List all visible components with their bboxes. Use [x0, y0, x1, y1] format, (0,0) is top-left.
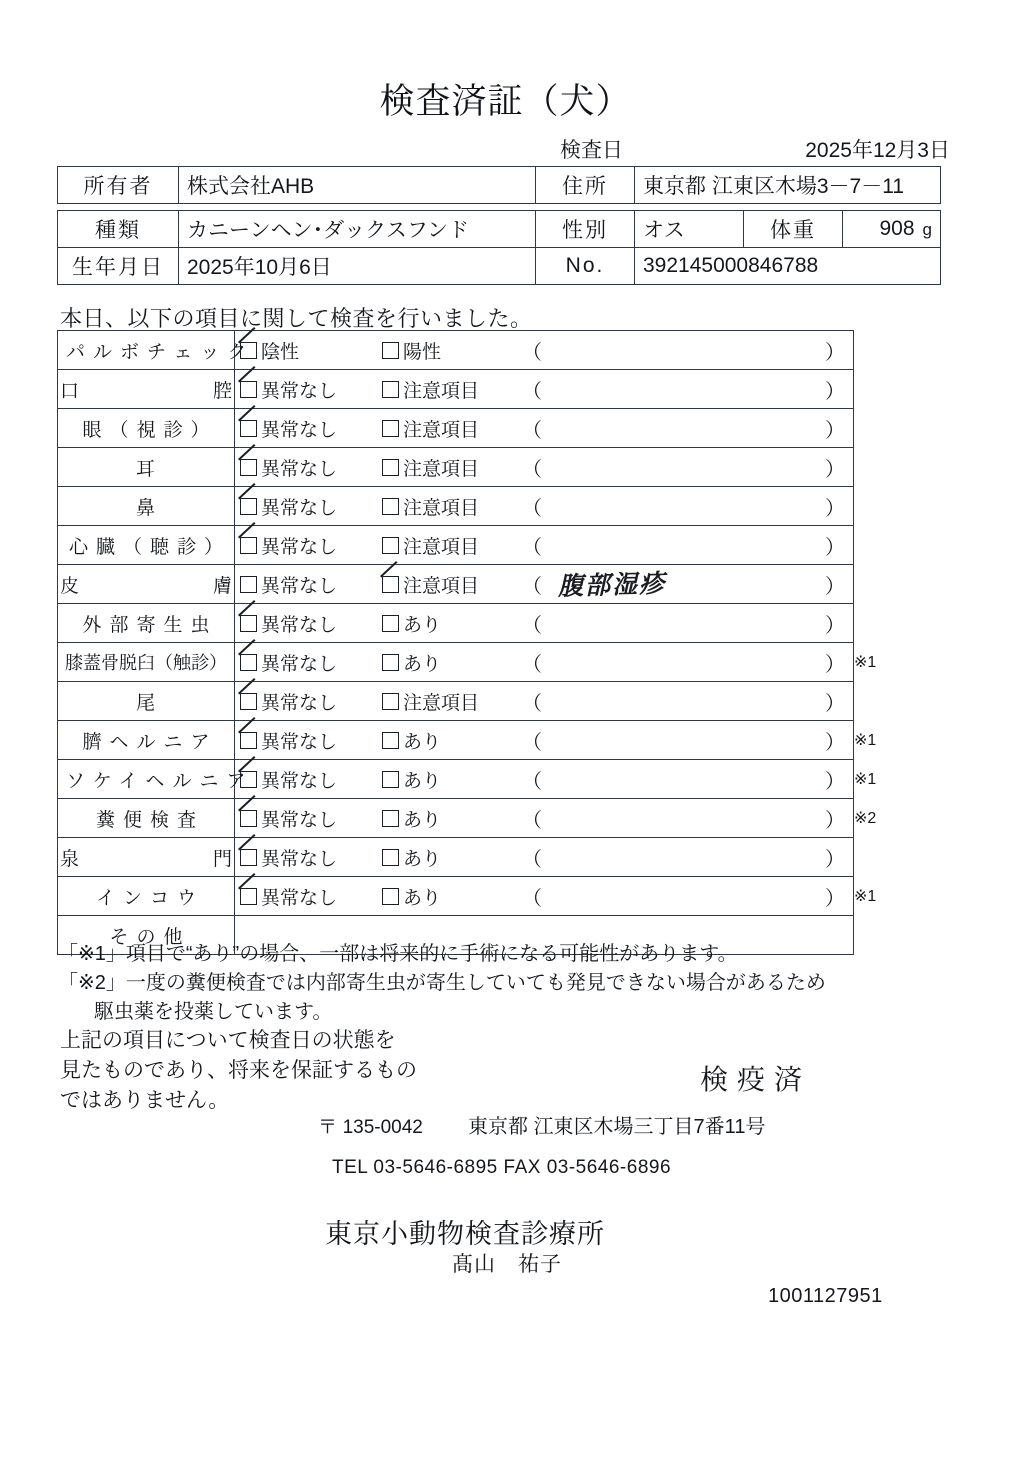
paren-open: （	[522, 692, 542, 715]
table-row	[58, 331, 913, 370]
exam-item-label-text: 眼（視診）	[82, 419, 218, 441]
paren-open: （	[522, 731, 542, 754]
exam-item-note	[854, 526, 913, 565]
checkbox-option-label: 異常なし	[261, 380, 338, 402]
checkbox-option-2[interactable]	[382, 766, 522, 793]
checkbox-empty-icon[interactable]	[382, 537, 399, 554]
checkbox-option-1[interactable]	[235, 337, 382, 364]
exam-item-label	[58, 370, 235, 409]
clinic-tel-fax: TEL 03-5646-6895 FAX 03-5646-6896	[332, 1157, 672, 1178]
comment-field[interactable]	[522, 453, 853, 482]
exam-item-label	[58, 526, 235, 565]
checkbox-option-label: 異常なし	[261, 848, 338, 870]
checkbox-checked-icon[interactable]	[240, 654, 257, 671]
breed-label: 種類	[58, 211, 179, 248]
exam-item-note: ※1	[854, 732, 877, 749]
comment-field[interactable]	[522, 609, 853, 638]
sex-value: オス	[635, 211, 744, 248]
checkbox-option-1[interactable]	[235, 727, 382, 754]
checkbox-option-1[interactable]	[235, 844, 382, 871]
clinic-address: 東京都 江東区木場三丁目7番11号	[468, 1116, 766, 1138]
intro-text: 本日、以下の項目に関して検査を行いました。	[60, 306, 533, 331]
checkbox-empty-icon[interactable]	[382, 693, 399, 710]
table-row	[58, 721, 913, 760]
table-row	[58, 526, 913, 565]
exam-item-note	[854, 682, 913, 721]
checkbox-option-label: 注意項目	[403, 575, 480, 597]
exam-item-note: ※1	[854, 771, 877, 788]
paren-open: （	[522, 380, 542, 403]
checkbox-option-2[interactable]	[382, 844, 522, 871]
exam-item-options	[235, 487, 854, 526]
footnote-1: 「※1」項目で“あり”の場合、一部は将来的に手術になる可能性があります。	[58, 943, 738, 965]
exam-item-note	[854, 487, 913, 526]
table-row	[58, 370, 913, 409]
paren-close: ）	[825, 536, 845, 559]
comment-field[interactable]	[522, 687, 853, 716]
checkbox-option-label: 異常なし	[261, 692, 338, 714]
exam-item-label	[58, 799, 235, 838]
paren-close: ）	[825, 809, 845, 832]
footnotes	[58, 940, 958, 1027]
quarantine-stamp: 検疫済	[700, 1064, 812, 1095]
exam-date-row	[560, 136, 950, 162]
paren-open: （	[522, 341, 542, 364]
checkbox-checked-icon[interactable]	[240, 420, 257, 437]
exam-item-options	[235, 526, 854, 565]
comment-field[interactable]	[522, 648, 853, 677]
exam-item-options	[235, 838, 854, 877]
paren-close: ）	[825, 848, 845, 871]
checkbox-checked-icon[interactable]	[240, 498, 257, 515]
checkbox-option-1[interactable]	[235, 805, 382, 832]
checkbox-option-label: あり	[403, 770, 442, 792]
no-value: 392145000846788	[635, 248, 941, 285]
paren-close: ）	[825, 458, 845, 481]
paren-open: （	[522, 614, 542, 637]
paren-close: ）	[825, 380, 845, 403]
checkbox-option-label: 陽性	[403, 341, 442, 363]
exam-item-label-text: インコウ	[95, 887, 204, 909]
checkbox-option-label: 異常なし	[261, 575, 338, 597]
checkbox-checked-icon[interactable]	[240, 732, 257, 749]
exam-item-label-right: 膚	[212, 575, 232, 597]
checkbox-option-label: 注意項目	[403, 497, 480, 519]
exam-item-label	[58, 448, 235, 487]
paren-open: （	[522, 419, 542, 442]
exam-item-label	[58, 409, 235, 448]
exam-item-label	[58, 838, 235, 877]
exam-item-label-text: 尾	[135, 692, 156, 714]
footnote-2-line1: 「※2」一度の糞便検査では内部寄生虫が寄生していても発見できない場合があるため	[58, 972, 826, 994]
table-row	[58, 799, 913, 838]
checkbox-option-2[interactable]	[382, 415, 522, 442]
checkbox-checked-icon[interactable]	[240, 849, 257, 866]
checkbox-option-2[interactable]	[382, 727, 522, 754]
checkbox-option-label: 異常なし	[261, 887, 338, 909]
no-label: No.	[536, 248, 635, 285]
table-row	[58, 409, 913, 448]
handwritten-comment: 腹部湿疹	[557, 568, 667, 601]
pet-info-table	[57, 210, 941, 285]
table-row	[58, 448, 913, 487]
paren-close: ）	[825, 770, 845, 793]
checkbox-option-2[interactable]	[382, 688, 522, 715]
exam-item-label-left: 口	[60, 380, 80, 402]
checkbox-option-label: 注意項目	[403, 458, 480, 480]
clinic-postal-address	[318, 1110, 765, 1139]
paren-open: （	[522, 848, 542, 871]
clinic-name: 東京小動物検査診療所	[325, 1219, 605, 1249]
paren-close: ）	[825, 341, 845, 364]
exam-item-label	[58, 877, 235, 916]
checkbox-option-label: 異常なし	[261, 770, 338, 792]
checkbox-checked-icon[interactable]	[240, 615, 257, 632]
paren-close: ）	[825, 497, 845, 520]
birth-label: 生年月日	[58, 248, 179, 285]
checkbox-checked-icon[interactable]	[240, 537, 257, 554]
comment-field[interactable]	[522, 336, 853, 365]
table-row	[58, 838, 913, 877]
comment-field[interactable]	[522, 726, 853, 755]
checkbox-option-1[interactable]	[235, 532, 382, 559]
exam-item-options	[235, 565, 854, 604]
comment-field[interactable]	[522, 531, 853, 560]
exam-item-options	[235, 799, 854, 838]
paren-open: （	[522, 458, 542, 481]
exam-date-value: 2025年12月3日	[805, 139, 950, 162]
exam-item-label	[58, 682, 235, 721]
checkbox-empty-icon[interactable]	[382, 498, 399, 515]
checkbox-option-1[interactable]	[235, 376, 382, 403]
exam-item-label	[58, 604, 235, 643]
exam-item-note	[854, 409, 913, 448]
comment-field[interactable]	[522, 492, 853, 521]
checkbox-empty-icon[interactable]	[382, 810, 399, 827]
comment-field[interactable]	[522, 804, 853, 833]
table-row	[58, 760, 913, 799]
checkbox-option-label: 異常なし	[261, 419, 338, 441]
checkbox-option-label: 異常なし	[261, 497, 338, 519]
comment-field[interactable]	[522, 882, 853, 911]
exam-item-label-left: 泉	[60, 848, 80, 870]
checkbox-checked-icon[interactable]	[240, 381, 257, 398]
comment-field[interactable]	[522, 414, 853, 443]
exam-item-label-text: 鼻	[135, 497, 156, 519]
exam-item-note	[854, 370, 913, 409]
exam-item-label	[58, 565, 235, 604]
exam-date-label: 検査日	[560, 139, 623, 162]
checkbox-option-1[interactable]	[235, 571, 382, 598]
exam-item-label-text: 臍ヘルニア	[82, 731, 218, 753]
table-row	[58, 487, 913, 526]
checkbox-option-2[interactable]	[382, 649, 522, 676]
paren-close: ）	[825, 653, 845, 676]
exam-item-options	[235, 682, 854, 721]
checkbox-option-2[interactable]	[382, 805, 522, 832]
exam-item-label	[58, 331, 255, 370]
exam-item-note: ※1	[854, 888, 877, 905]
clinic-person-name: 髙山 祐子	[452, 1253, 562, 1276]
exam-item-label-text: 耳	[135, 458, 156, 480]
exam-item-note	[854, 604, 913, 643]
serial-number: 1001127951	[768, 1285, 883, 1307]
checkbox-option-label: あり	[403, 614, 442, 636]
exam-item-options	[235, 643, 854, 682]
exam-item-note	[854, 448, 913, 487]
checkbox-option-2[interactable]	[382, 532, 522, 559]
paren-open: （	[522, 536, 542, 559]
paren-open: （	[522, 497, 542, 520]
exam-item-options	[235, 760, 854, 799]
exam-item-label	[58, 760, 254, 799]
checkbox-option-label: 注意項目	[403, 692, 480, 714]
postal-mark-icon: 〒	[318, 1117, 338, 1138]
checkbox-option-label: 異常なし	[261, 809, 338, 831]
checkbox-option-2[interactable]	[382, 610, 522, 637]
paren-open: （	[522, 770, 542, 793]
exam-item-label	[58, 487, 235, 526]
checkbox-option-label: あり	[403, 848, 442, 870]
exam-item-options	[235, 409, 854, 448]
checkbox-checked-icon[interactable]	[240, 810, 257, 827]
weight-unit: g	[922, 220, 932, 239]
paren-close: ）	[825, 887, 845, 910]
checkbox-empty-icon[interactable]	[382, 420, 399, 437]
checkbox-option-1[interactable]	[235, 454, 382, 481]
exam-item-note	[854, 838, 913, 877]
exam-item-label-text: 糞便検査	[95, 809, 204, 831]
checkbox-option-2[interactable]	[382, 883, 522, 910]
table-row	[58, 211, 941, 248]
paren-open: （	[522, 887, 542, 910]
comment-field[interactable]	[522, 570, 853, 599]
checkbox-option-2[interactable]	[382, 493, 522, 520]
paren-close: ）	[825, 614, 845, 637]
page-title: 検査済証（犬）	[379, 82, 632, 121]
paren-close: ）	[825, 692, 845, 715]
disclaimer-line-2: 見たものであり、将来を保証するもの	[60, 1059, 417, 1082]
checkbox-checked-icon[interactable]	[240, 342, 257, 359]
table-row	[58, 643, 913, 682]
paren-close: ）	[825, 575, 845, 598]
exam-item-label-text: 外部寄生虫	[82, 614, 218, 636]
birth-value: 2025年10月6日	[179, 248, 536, 285]
checkbox-option-1[interactable]	[235, 415, 382, 442]
exam-item-label-right: 腔	[212, 380, 232, 402]
checkbox-checked-icon[interactable]	[240, 459, 257, 476]
checkbox-option-label: あり	[403, 809, 442, 831]
footnote-2-line2: 駆虫薬を投薬しています。	[94, 1001, 333, 1023]
owner-table	[57, 166, 941, 204]
table-row	[58, 604, 913, 643]
disclaimer-line-1: 上記の項目について検査日の状態を	[60, 1029, 396, 1052]
exam-item-note	[854, 331, 913, 370]
checkbox-empty-icon[interactable]	[382, 849, 399, 866]
checkbox-option-label: あり	[403, 887, 442, 909]
checkbox-checked-icon[interactable]	[240, 771, 257, 788]
checkbox-option-1[interactable]	[235, 688, 382, 715]
exam-item-label-text: その他	[109, 926, 191, 948]
address-value: 東京都 江東区木場3－7－11	[635, 167, 941, 204]
owner-value: 株式会社AHB	[179, 167, 536, 204]
weight-cell	[843, 211, 941, 248]
checkbox-checked-icon[interactable]	[240, 888, 257, 905]
checkbox-option-label: 異常なし	[261, 536, 338, 558]
table-row	[58, 167, 941, 204]
checkbox-option-label: あり	[403, 731, 442, 753]
exam-item-options	[235, 331, 854, 370]
exam-item-label-text: ソケイヘルニア	[66, 770, 254, 792]
exam-item-options	[235, 370, 854, 409]
postal-code: 135-0042	[342, 1117, 423, 1138]
checkbox-option-label: 異常なし	[261, 614, 338, 636]
breed-value: カニーンヘン･ダックスフンド	[179, 211, 536, 248]
examination-table	[57, 330, 913, 955]
checkbox-option-1[interactable]	[235, 649, 382, 676]
exam-item-label	[58, 643, 235, 682]
exam-item-label-text: パルボチェック	[66, 341, 255, 363]
weight-label: 体重	[744, 211, 843, 248]
disclaimer-line-3: ではありません。	[60, 1089, 230, 1112]
exam-item-note: ※1	[854, 654, 877, 671]
paren-close: ）	[825, 731, 845, 754]
checkbox-empty-icon[interactable]	[382, 342, 399, 359]
comment-field[interactable]	[522, 375, 853, 404]
table-row	[58, 682, 913, 721]
checkbox-empty-icon[interactable]	[240, 576, 257, 593]
table-row	[58, 565, 913, 604]
exam-item-note: ※2	[854, 810, 877, 827]
exam-item-label-left: 皮	[60, 575, 80, 597]
address-label: 住所	[536, 167, 635, 204]
table-row	[58, 877, 913, 916]
checkbox-empty-icon[interactable]	[382, 459, 399, 476]
paren-close: ）	[825, 419, 845, 442]
checkbox-option-label: あり	[403, 653, 442, 675]
checkbox-option-2[interactable]	[382, 571, 522, 598]
exam-item-label	[58, 721, 235, 760]
comment-field[interactable]	[522, 765, 853, 794]
checkbox-empty-icon[interactable]	[382, 771, 399, 788]
checkbox-option-1[interactable]	[235, 883, 382, 910]
checkbox-empty-icon[interactable]	[382, 615, 399, 632]
weight-value: 908	[879, 217, 915, 240]
checkbox-option-2[interactable]	[382, 337, 522, 364]
checkbox-option-2[interactable]	[382, 454, 522, 481]
table-row	[58, 248, 941, 285]
checkbox-option-label: 異常なし	[261, 731, 338, 753]
checkbox-empty-icon[interactable]	[382, 732, 399, 749]
exam-item-options	[235, 877, 854, 916]
exam-item-label-text: 膝蓋骨脱臼（触診）	[65, 653, 227, 673]
checkbox-option-1[interactable]	[235, 610, 382, 637]
paren-open: （	[522, 653, 542, 676]
checkbox-empty-icon[interactable]	[382, 654, 399, 671]
checkbox-option-label: 陰性	[261, 341, 300, 363]
checkbox-option-label: 異常なし	[261, 653, 338, 675]
checkbox-option-2[interactable]	[382, 376, 522, 403]
checkbox-option-1[interactable]	[235, 493, 382, 520]
exam-item-label-right: 門	[212, 848, 232, 870]
checkbox-empty-icon[interactable]	[382, 381, 399, 398]
checkbox-checked-icon[interactable]	[382, 576, 399, 593]
sex-label: 性別	[536, 211, 635, 248]
exam-item-options	[235, 604, 854, 643]
paren-open: （	[522, 809, 542, 832]
checkbox-option-label: 注意項目	[403, 419, 480, 441]
exam-item-label-text: 心臓（聴診）	[68, 536, 231, 558]
disclaimer-text	[60, 1026, 490, 1116]
checkbox-option-label: 注意項目	[403, 380, 480, 402]
exam-item-options	[235, 448, 854, 487]
exam-item-note	[854, 565, 913, 604]
checkbox-option-label: 異常なし	[261, 458, 338, 480]
checkbox-option-1[interactable]	[235, 766, 382, 793]
paren-open: （	[522, 575, 542, 598]
checkbox-option-label: 注意項目	[403, 536, 480, 558]
comment-field[interactable]	[522, 843, 853, 872]
checkbox-checked-icon[interactable]	[240, 693, 257, 710]
checkbox-empty-icon[interactable]	[382, 888, 399, 905]
exam-item-options	[235, 721, 854, 760]
owner-label: 所有者	[58, 167, 179, 204]
